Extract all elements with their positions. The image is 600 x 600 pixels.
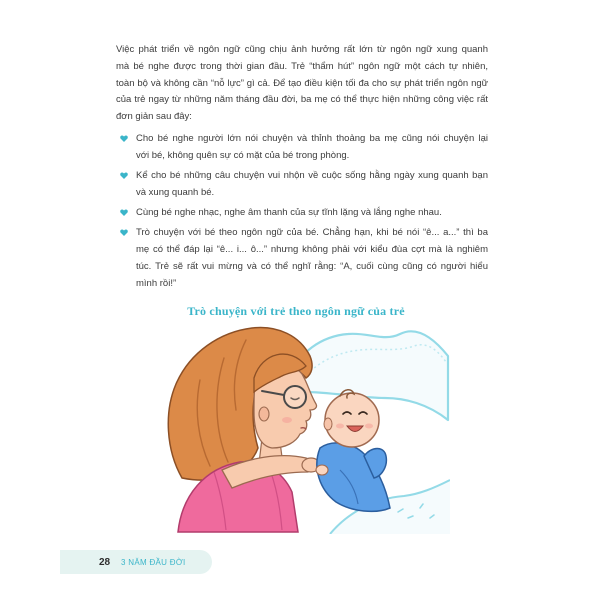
page-number: 28 <box>99 557 111 568</box>
bullet-line: mẹ có thể đáp lại “ê... i... ô...” nhưng không phải với kiểu đùa cợt mà là nghiêm <box>136 244 488 255</box>
bullet-item <box>116 204 488 221</box>
bullet-line: Cùng bé nghe nhạc, nghe âm thanh của sự tĩnh lặng và lắng nghe nhau. <box>136 207 442 218</box>
intro-line: toàn bộ và không cần “nỗ lực” gì cả. Để tạo điều kiện tối đa cho sự phát triển ngôn ngữ <box>116 77 488 89</box>
glasses-icon <box>284 386 306 408</box>
baby-head <box>325 393 379 447</box>
section-heading: Trò chuyện với trẻ theo ngôn ngữ của trẻ <box>187 304 405 318</box>
heart-icon <box>120 209 128 216</box>
bullet-list <box>116 130 488 295</box>
mother-baby-illustration <box>160 318 450 534</box>
bullet-line: Trò chuyện với bé theo ngôn ngữ của bé. Chẳng hạn, khi bé nói “ê... a...” thì ba <box>136 227 488 238</box>
mother-ear <box>259 407 269 421</box>
bullet-item <box>116 167 488 201</box>
intro-line: đơn giản sau đây: <box>116 111 192 123</box>
intro-paragraph <box>116 42 488 126</box>
bullet-line: và xung quanh bé. <box>136 187 215 198</box>
heart-icon <box>120 135 128 142</box>
bullet-line: túc. Trẻ sẽ rất vui mừng và có thể nghĩ rằng: “A, cuối cùng cũng có người hiểu <box>136 261 488 272</box>
intro-line: của trẻ ngay từ những năm tháng đầu đời, ba mẹ có thể thực hiện những công việc rất <box>116 94 488 106</box>
book-title: 3 NĂM ĐẦU ĐỜI <box>121 558 186 567</box>
intro-line: mà bé nghe được trong thời gian đầu. Trẻ “thẩm hút” ngôn ngữ một cách tự nhiên, <box>116 60 488 72</box>
baby-cheek <box>336 424 344 429</box>
baby-ear <box>324 418 332 430</box>
bullet-line: Cho bé nghe người lớn nói chuyện và thỉnh thoảng ba mẹ cũng nói chuyện lại <box>136 133 488 144</box>
baby-cheek <box>365 424 373 429</box>
heart-icon <box>120 229 128 236</box>
bullet-line: với bé, không quên sự có mặt của bé trong phòng. <box>136 150 350 161</box>
bullet-item <box>116 224 488 292</box>
bullet-line: mình rồi!” <box>136 278 177 289</box>
bullet-item <box>116 130 488 164</box>
heart-icon <box>120 172 128 179</box>
baby-hand <box>316 465 328 475</box>
bullet-line: Kể cho bé những câu chuyện vui nhộn về cuộc sống hằng ngày xung quanh bạn <box>136 170 488 181</box>
mother-blush <box>282 417 292 423</box>
intro-line: Việc phát triển về ngôn ngữ cũng chịu ảnh hưởng rất lớn từ ngôn ngữ xung quanh <box>116 44 488 55</box>
